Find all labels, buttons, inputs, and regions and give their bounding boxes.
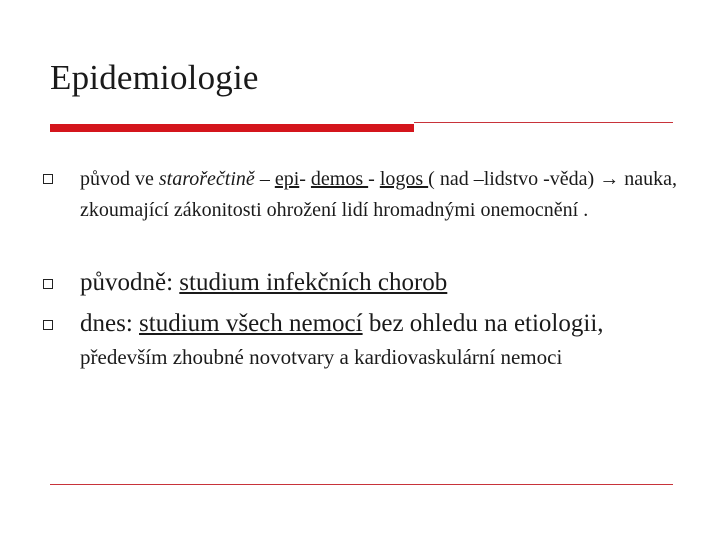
bullet-text: bez ohledu na etiologii, xyxy=(362,310,604,337)
slide-title: Epidemiologie xyxy=(50,58,259,97)
bullet-item-origin xyxy=(80,164,690,226)
square-bullet-icon xyxy=(43,279,53,289)
term-demos: demos xyxy=(310,168,369,190)
bullet-item-today xyxy=(80,307,690,374)
title-accent-bar xyxy=(50,124,414,132)
title-divider-line xyxy=(414,122,673,123)
footer-divider-line xyxy=(50,484,673,485)
bullet-text: - xyxy=(368,168,380,190)
term-all-diseases: studium všech nemocí xyxy=(139,310,363,337)
square-bullet-icon xyxy=(43,320,53,330)
bullet-text: – xyxy=(254,168,275,190)
square-bullet-icon xyxy=(43,174,53,184)
bullet-text: původně: xyxy=(80,269,180,296)
term-ancient-greek: starořečtině xyxy=(158,168,255,190)
term-epi: epi xyxy=(274,168,300,190)
bullet-item-originally xyxy=(80,266,690,299)
bullet-text: ( nad –lidstvo -věda) → nauka, zkoumající zákonitosti ohrožení lidí hromadnými onemocnění . xyxy=(80,168,677,221)
term-logos: logos xyxy=(379,168,429,190)
bullet-text: dnes: xyxy=(80,310,140,337)
bullet-text-small: především zhoubné novotvary a kardiovaskulární nemoci xyxy=(80,345,563,369)
bullet-text: původ ve xyxy=(80,168,159,190)
bullet-text: - xyxy=(299,168,311,190)
term-infectious-diseases: studium infekčních chorob xyxy=(179,269,448,296)
